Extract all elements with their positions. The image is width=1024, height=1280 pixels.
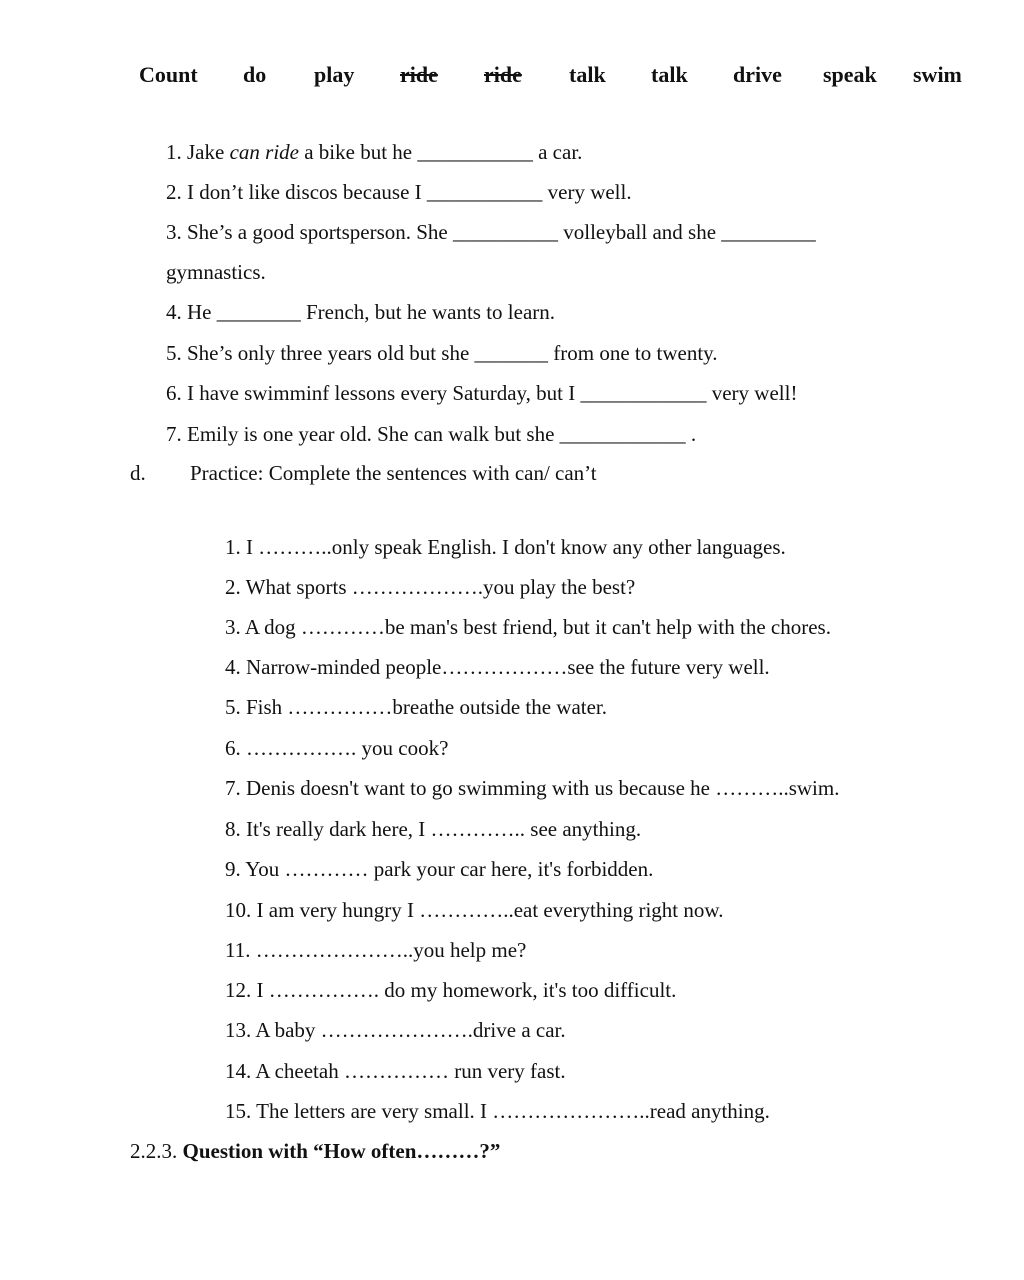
- sentence-5: 5. She’s only three years old but she _______ from one to twenty.: [166, 341, 718, 365]
- list-item: 10. I am very hungry I …………..eat everything right now.: [225, 898, 724, 922]
- sentence-3: 3. She’s a good sportsperson. She __________ volleyball and she _________: [166, 220, 816, 244]
- list-item: 8. It's really dark here, I ………….. see anything.: [225, 817, 642, 841]
- section-d-letter: d.: [130, 461, 146, 485]
- word-bank-item-struck: ride: [400, 62, 438, 87]
- sentence-text: a bike but he ___________ a car.: [298, 140, 583, 164]
- word-bank-item: Count: [139, 62, 198, 87]
- list-item: 15. The letters are very small. I …………………..read anything.: [225, 1099, 770, 1123]
- list-item: 13. A baby ………………….drive a car.: [225, 1018, 566, 1042]
- sentence-number: 1.: [166, 140, 187, 164]
- sentence-7: 7. Emily is one year old. She can walk but she ____________ .: [166, 422, 697, 446]
- list-item: 1. I ………..only speak English. I don't know any other languages.: [225, 535, 786, 559]
- sentence-text: Jake: [187, 140, 230, 164]
- sentence-1: [166, 139, 582, 165]
- section-title: Question with “How often………?”: [182, 1139, 501, 1163]
- sentence-6: 6. I have swimminf lessons every Saturday, but I ____________ very well!: [166, 381, 798, 405]
- list-item: 6. ……………. you cook?: [225, 736, 449, 760]
- word-bank-item: swim: [913, 62, 962, 87]
- word-bank-item-struck: ride: [484, 62, 522, 87]
- word-bank-item: do: [243, 62, 267, 87]
- word-bank-item: talk: [569, 62, 606, 87]
- sentence-2: 2. I don’t like discos because I ___________ very well.: [166, 180, 632, 204]
- list-item: 2. What sports ……………….you play the best?: [225, 575, 636, 599]
- list-item: 14. A cheetah …………… run very fast.: [225, 1059, 566, 1083]
- sentence-3-continued: gymnastics.: [166, 260, 266, 284]
- list-item: 9. You ………… park your car here, it's forbidden.: [225, 857, 654, 881]
- list-item: 4. Narrow-minded people………………see the future very well.: [225, 655, 770, 679]
- sentence-italic: can ride: [229, 140, 299, 164]
- section-heading-2-2-3: [130, 1139, 500, 1164]
- list-item: 7. Denis doesn't want to go swimming with us because he ………..swim.: [225, 776, 840, 800]
- list-item: 12. I ……………. do my homework, it's too difficult.: [225, 978, 677, 1002]
- word-bank-item: speak: [823, 62, 877, 87]
- section-number: 2.2.3.: [130, 1139, 183, 1163]
- word-bank-item: talk: [651, 62, 688, 87]
- list-item: 5. Fish ……………breathe outside the water.: [225, 695, 608, 719]
- section-d-title: Practice: Complete the sentences with can/ can’t: [190, 461, 597, 485]
- word-bank: [0, 62, 1024, 96]
- word-bank-item: drive: [733, 62, 782, 87]
- list-item: 3. A dog …………be man's best friend, but it can't help with the chores.: [225, 615, 831, 639]
- sentence-4: 4. He ________ French, but he wants to learn.: [166, 300, 556, 324]
- list-item: 11. …………………..you help me?: [225, 938, 527, 962]
- word-bank-item: play: [314, 62, 355, 87]
